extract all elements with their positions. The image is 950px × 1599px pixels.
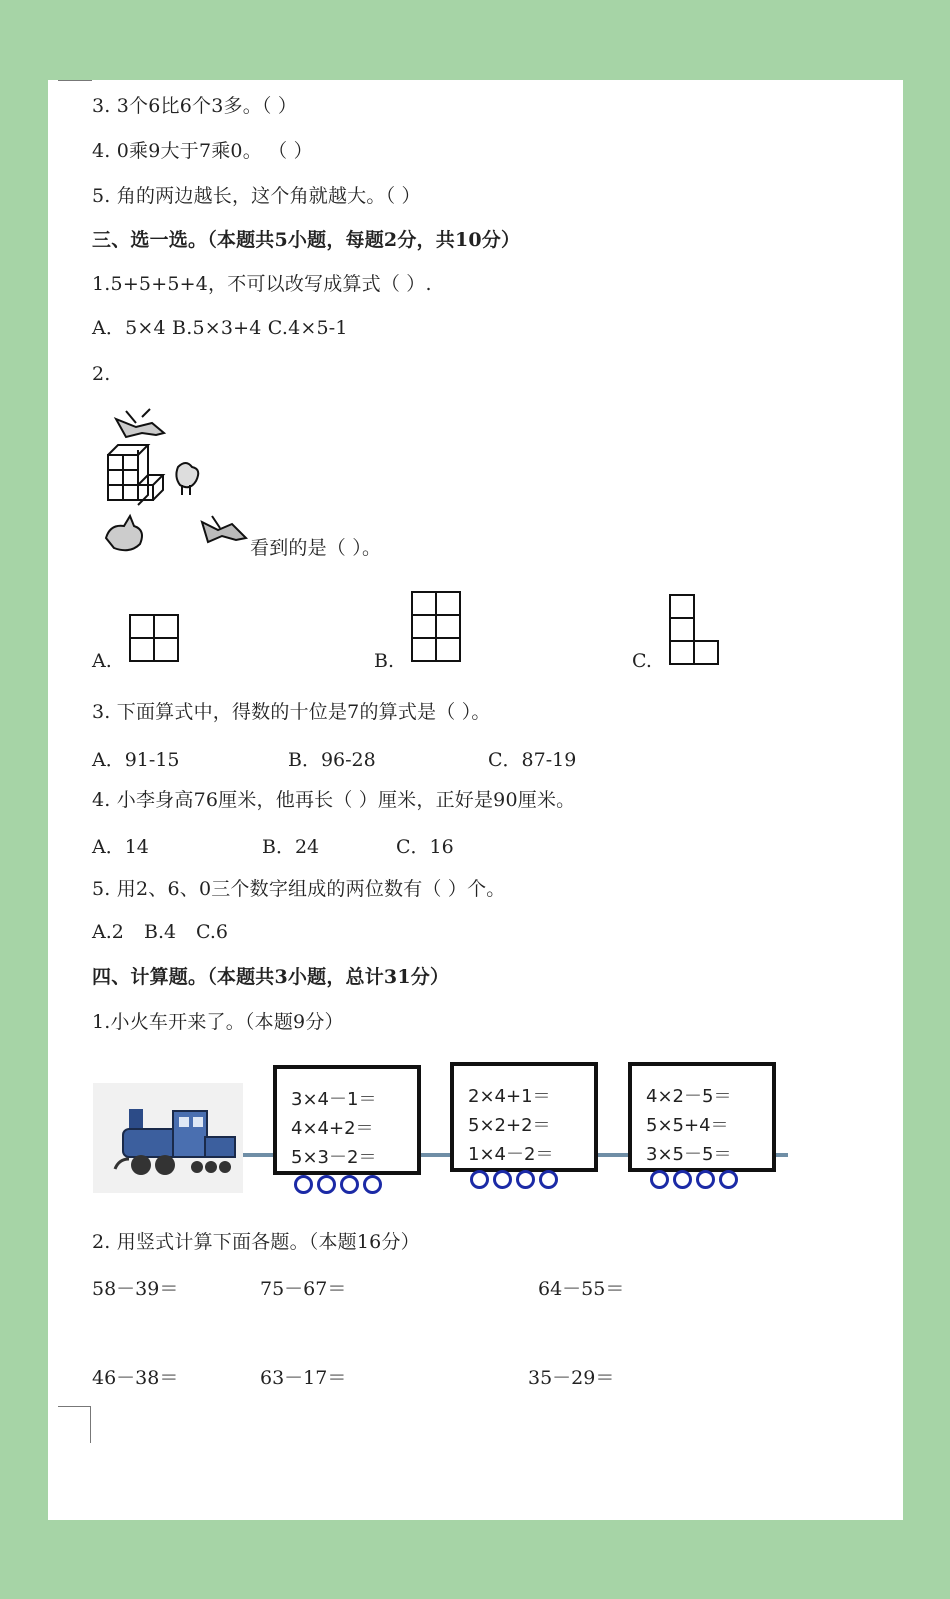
question-1-options: A．5×4 B.5×3+4 C.4×5-1 bbox=[92, 317, 348, 339]
wheel-icon bbox=[516, 1170, 535, 1189]
q2-option-b-label: B. bbox=[374, 650, 395, 672]
car-1-wheels bbox=[294, 1175, 382, 1194]
q2-option-a-shape bbox=[128, 613, 180, 663]
wheel-icon bbox=[340, 1175, 359, 1194]
vertical-calc-2: 75－67＝ bbox=[260, 1278, 347, 1300]
train-car-2 bbox=[450, 1062, 598, 1172]
wheel-icon bbox=[317, 1175, 336, 1194]
car-2-equation-3: 1×4－2＝ bbox=[468, 1144, 554, 1165]
question-4: 4. 小李身高76厘米，他再长（ ）厘米，正好是90厘米。 bbox=[92, 789, 576, 811]
car-3-equation-2: 5×5+4＝ bbox=[646, 1115, 729, 1136]
wheel-icon bbox=[539, 1170, 558, 1189]
locomotive-icon bbox=[93, 1083, 243, 1193]
wheel-icon bbox=[673, 1170, 692, 1189]
q5-option-b: B.4 bbox=[144, 921, 177, 943]
section-4-heading: 四、计算题。（本题共3小题，总计31分） bbox=[92, 966, 450, 988]
rabbit-icon bbox=[98, 508, 158, 558]
q5-option-c: C.6 bbox=[196, 921, 228, 943]
vertical-calc-3: 64－55＝ bbox=[538, 1278, 625, 1300]
wheel-icon bbox=[493, 1170, 512, 1189]
q3-option-c: C．87-19 bbox=[488, 749, 577, 771]
wheel-icon bbox=[470, 1170, 489, 1189]
car-1-equation-2: 4×4+2＝ bbox=[291, 1118, 374, 1139]
wheel-icon bbox=[719, 1170, 738, 1189]
judge-item-4: 4. 0乘9大于7乘0。 （ ） bbox=[92, 140, 313, 162]
bird-icon bbox=[198, 512, 253, 552]
q2-option-b-shape bbox=[410, 590, 462, 664]
q3-option-a: A．91-15 bbox=[92, 749, 180, 771]
car-2-wheels bbox=[470, 1170, 558, 1189]
car-3-equation-3: 3×5－5＝ bbox=[646, 1144, 732, 1165]
vertical-calc-title: 2. 用竖式计算下面各题。（本题16分） bbox=[92, 1231, 420, 1253]
judge-item-5: 5. 角的两边越长，这个角就越大。（ ） bbox=[92, 185, 421, 207]
judge-item-3: 3. 3个6比6个3多。（ ） bbox=[92, 95, 298, 117]
wheel-icon bbox=[294, 1175, 313, 1194]
train-title: 1.小火车开来了。（本题9分） bbox=[92, 1011, 344, 1033]
wheel-icon bbox=[650, 1170, 669, 1189]
worksheet-page bbox=[48, 80, 903, 1520]
q2-option-a-label: A. bbox=[92, 650, 112, 672]
car-3-equation-1: 4×2－5＝ bbox=[646, 1086, 732, 1107]
car-3-wheels bbox=[650, 1170, 738, 1189]
q3-option-b: B．96-28 bbox=[288, 749, 376, 771]
question-5: 5. 用2、6、0三个数字组成的两位数有（ ）个。 bbox=[92, 878, 506, 900]
q4-option-b: B．24 bbox=[262, 836, 320, 858]
section-3-heading: 三、选一选。（本题共5小题，每题2分，共10分） bbox=[92, 229, 521, 251]
q5-option-a: A.2 bbox=[92, 921, 124, 943]
crop-mark-bottom bbox=[58, 1406, 91, 1443]
vertical-calc-4: 46－38＝ bbox=[92, 1367, 179, 1389]
car-2-equation-1: 2×4+1＝ bbox=[468, 1086, 551, 1107]
wheel-icon bbox=[363, 1175, 382, 1194]
vertical-calc-6: 35－29＝ bbox=[528, 1367, 615, 1389]
q2-option-c-shape bbox=[668, 593, 720, 667]
car-2-equation-2: 5×2+2＝ bbox=[468, 1115, 551, 1136]
vertical-calc-5: 63－17＝ bbox=[260, 1367, 347, 1389]
question-2: 2. bbox=[92, 363, 111, 385]
train-car-3 bbox=[628, 1062, 776, 1172]
q4-option-a: A．14 bbox=[92, 836, 149, 858]
car-1-equation-1: 3×4－1＝ bbox=[291, 1089, 377, 1110]
car-1-equation-3: 5×3－2＝ bbox=[291, 1147, 377, 1168]
q2-option-c-label: C. bbox=[632, 650, 652, 672]
crop-mark-top bbox=[58, 76, 92, 81]
question-2-tail: 看到的是（ ）。 bbox=[250, 537, 382, 559]
question-3: 3. 下面算式中，得数的十位是7的算式是（ ）。 bbox=[92, 701, 491, 723]
q4-option-c: C．16 bbox=[396, 836, 454, 858]
vertical-calc-1: 58－39＝ bbox=[92, 1278, 179, 1300]
train-car-1 bbox=[273, 1065, 421, 1175]
question-1: 1.5+5+5+4，不可以改写成算式（ ）. bbox=[92, 273, 432, 295]
wheel-icon bbox=[696, 1170, 715, 1189]
